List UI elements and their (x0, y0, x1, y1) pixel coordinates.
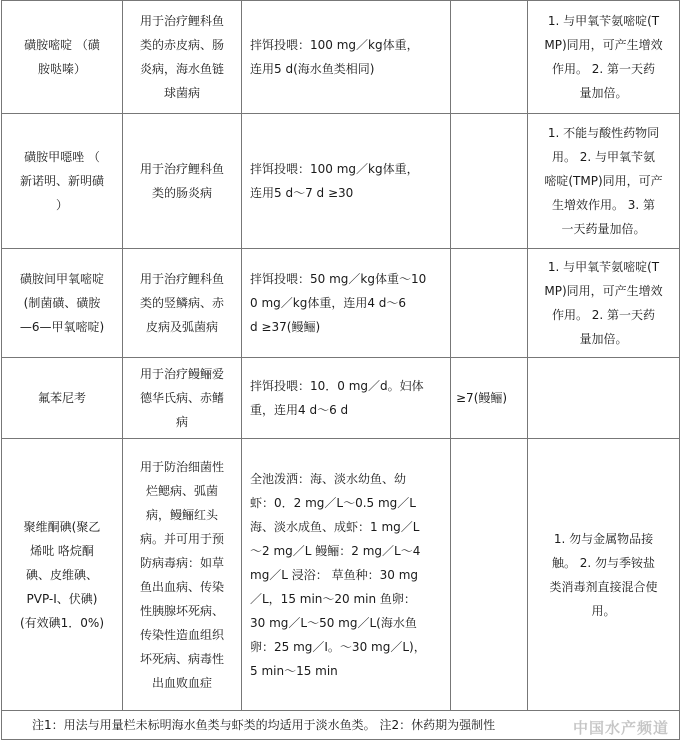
dosage-cell: 全池泼洒：海、淡水幼鱼、幼 虾：0．2 mg／L～0.5 mg／L 海、淡水成鱼、成虾：1 mg／L ～2 mg／L 鳗鲡：2 mg／L～4 mg／L 浸浴： 草鱼种：30 mg ／L，15 min～20 min 鱼卵： 30 mg／L～50 mg／L(海水鱼 卵：25 mg／I。～30 mg／L)， 5 min～15 min (242, 439, 451, 711)
indication-cell: 用于防治细菌性 烂鳃病、弧菌 病，鳗鲡红头 病。并可用于预 防病毒病：如草 鱼出血病、传染 性胰腺坏死病、 传染性造血组织 坏死病、病毒性 出血败血症 (123, 439, 242, 711)
dosage-cell: 拌饵投喂：100 mg／kg体重， 连用5 d(海水鱼类相同) (242, 1, 451, 114)
table-row (2, 114, 680, 249)
notes-cell: 1. 与甲氧苄氨嘧啶(T MP)同用，可产生增效 作用。 2. 第一天药 量加倍。 (528, 249, 680, 358)
withdrawal-cell: ≥7(鳗鲡) (451, 358, 528, 439)
drug-name-cell: 磺胺嘧啶 （磺 胺哒嗪） (2, 1, 123, 114)
withdrawal-cell (451, 1, 528, 114)
drug-table (1, 0, 680, 740)
withdrawal-cell (451, 439, 528, 711)
notes-cell: 1. 勿与金属物品接 触。 2. 勿与季铵盐 类消毒剂直接混合使 用。 (528, 439, 680, 711)
notes-cell: 1. 不能与酸性药物同 用。 2. 与甲氧苄氨 嘧啶(TMP)同用，可产 生增效作用。 3. 第 一天药量加倍。 (528, 114, 680, 249)
withdrawal-cell (451, 114, 528, 249)
dosage-cell: 拌饵投喂：100 mg／kg体重， 连用5 d～7 d ≥30 (242, 114, 451, 249)
drug-name-cell: 聚维酮碘(聚乙 烯吡 咯烷酮 碘、皮维碘、 PVP-I、伏碘) (有效碘1．0%) (2, 439, 123, 711)
notes-cell: 1. 与甲氧苄氨嘧啶(T MP)同用，可产生增效 作用。 2. 第一天药 量加倍。 (528, 1, 680, 114)
table-row (2, 358, 680, 439)
indication-cell: 用于治疗鲤科鱼 类的竖鳞病、赤 皮病及弧菌病 (123, 249, 242, 358)
dosage-cell: 拌饵投喂：10．0 mg／d。妇体 重，连用4 d～6 d (242, 358, 451, 439)
table-row (2, 1, 680, 114)
indication-cell: 用于治疗鲤科鱼 类的肠炎病 (123, 114, 242, 249)
footnote: 注1：用法与用量栏未标明海水鱼类与虾类的均适用于淡水鱼类。 注2：休药期为强制性 (2, 711, 680, 740)
dosage-cell: 拌饵投喂：50 mg／kg体重～10 0 mg／kg体重，连用4 d～6 d ≥37(鳗鲡) (242, 249, 451, 358)
drug-name-cell: 磺胺间甲氧嘧啶 (制菌磺、磺胺 —6—甲氧嘧啶) (2, 249, 123, 358)
table-row (2, 249, 680, 358)
drug-name-cell: 磺胺甲噁唑 （ 新诺明、新明磺 ） (2, 114, 123, 249)
withdrawal-cell (451, 249, 528, 358)
notes-cell (528, 358, 680, 439)
indication-cell: 用于治疗鳗鲡爱 德华氏病、赤鳍 病 (123, 358, 242, 439)
drug-name-cell: 氟苯尼考 (2, 358, 123, 439)
table-row (2, 439, 680, 711)
indication-cell: 用于治疗鲤科鱼 类的赤皮病、肠 炎病，海水鱼链 球菌病 (123, 1, 242, 114)
watermark: 中国水产频道 (572, 719, 669, 737)
